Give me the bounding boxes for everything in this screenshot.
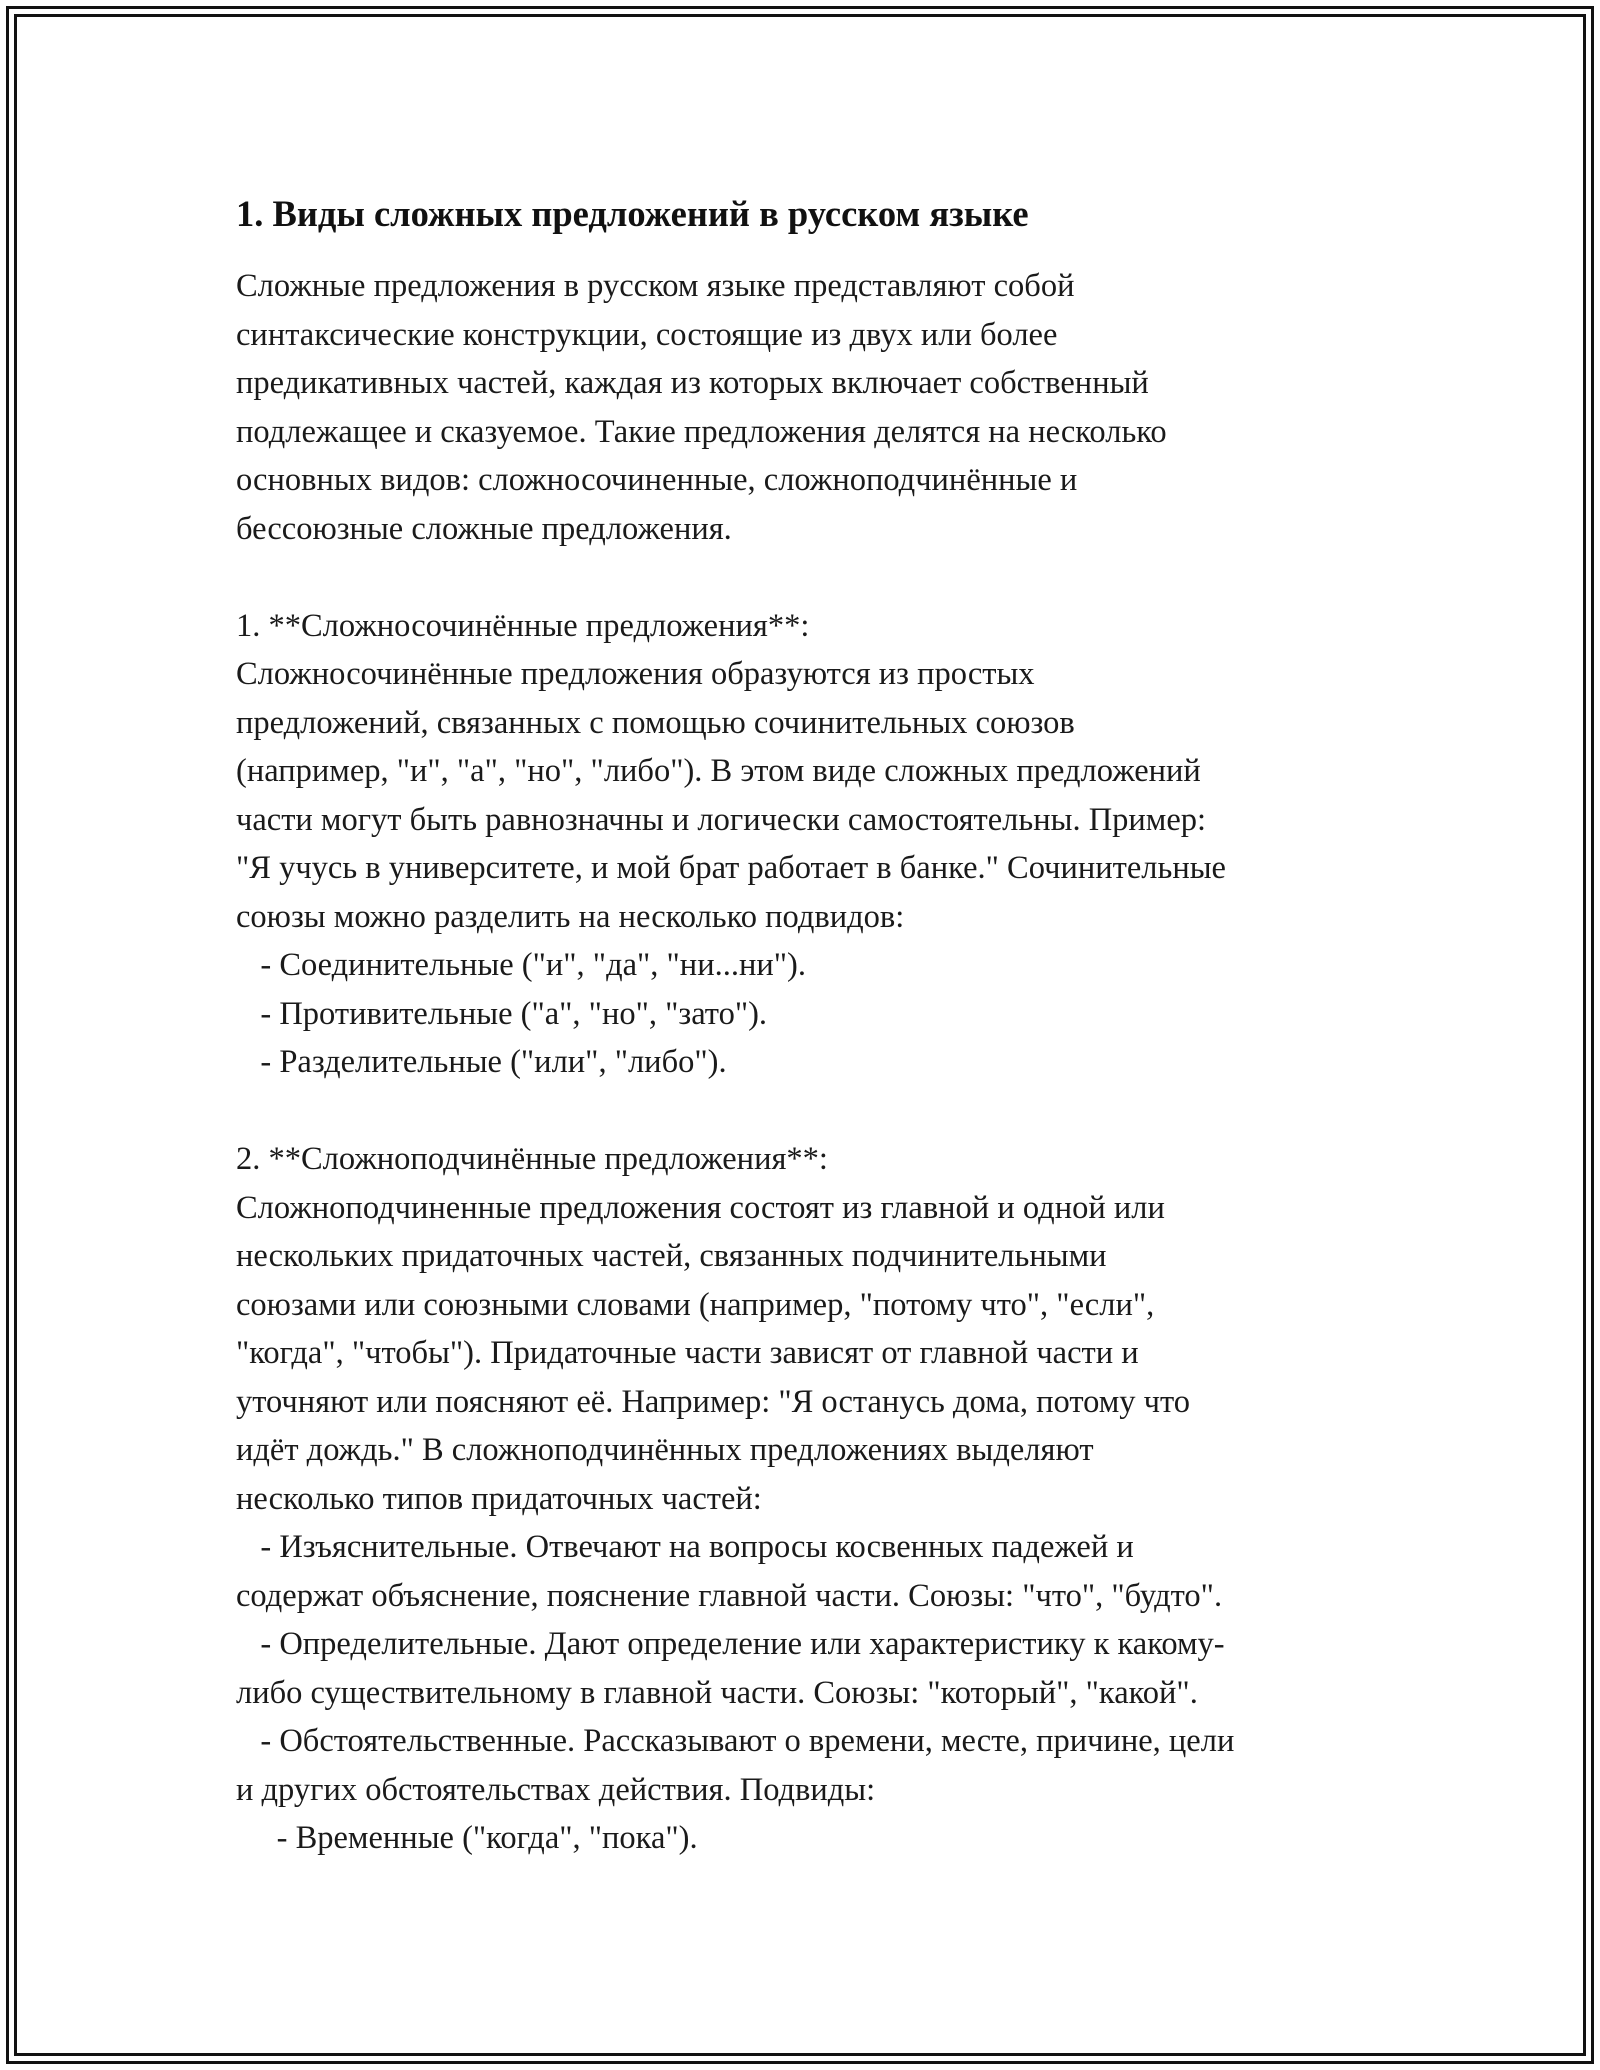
text-line: (например, "и", "а", "но", "либо"). В этом виде сложных предложений <box>236 753 1201 789</box>
text-line: - Изъяснительные. Отвечают на вопросы косвенных падежей и <box>236 1529 1134 1565</box>
text-line: бессоюзные сложные предложения. <box>236 510 732 547</box>
text-line: уточняют или поясняют её. Например: "Я останусь дома, потому что <box>236 1383 1191 1420</box>
text-line: 1. **Сложносочинённые предложения**: <box>236 607 810 644</box>
text-line: предложений, связанных с помощью сочинительных союзов <box>236 704 1075 741</box>
text-line: и других обстоятельствах действия. Подвиды: <box>236 1771 876 1808</box>
text-line: содержат объяснение, пояснение главной части. Союзы: "что", "будто". <box>236 1577 1223 1614</box>
text-line: "Я учусь в университете, и мой брат работает в банке." Сочинительные <box>236 850 1226 886</box>
text-line: - Соединительные ("и", "да", "ни...ни"). <box>236 947 806 983</box>
text-line: Сложноподчиненные предложения состоят из главной и одной или <box>236 1189 1165 1226</box>
text-line: - Противительные ("а", "но", "зато"). <box>236 995 768 1032</box>
paragraph-lines <box>236 262 1396 1863</box>
section-heading: 1. Виды сложных предложений в русском языке <box>236 193 1029 234</box>
text-line: - Разделительные ("или", "либо"). <box>236 1044 727 1080</box>
text-line: идёт дождь." В сложноподчинённых предложениях выделяют <box>236 1432 1094 1468</box>
document-body <box>236 190 1396 1863</box>
text-line: синтаксические конструкции, состоящие из двух или более <box>236 316 1058 353</box>
blank-line <box>236 553 1396 602</box>
text-line: союзами или союзными словами (например, "потому что", "если", <box>236 1286 1155 1323</box>
text-line: 2. **Сложноподчинённые предложения**: <box>236 1141 828 1177</box>
text-line: основных видов: сложносочиненные, сложноподчинённые и <box>236 462 1078 498</box>
text-line: части могут быть равнозначны и логически самостоятельны. Пример: <box>236 801 1207 838</box>
text-line: "когда", "чтобы"). Придаточные части зависят от главной части и <box>236 1335 1139 1371</box>
text-line: подлежащее и сказуемое. Такие предложения делятся на несколько <box>236 413 1167 450</box>
text-line: несколько типов придаточных частей: <box>236 1480 762 1517</box>
text-line: - Определительные. Дают определение или характеристику к какому- <box>236 1626 1225 1662</box>
text-line: - Обстоятельственные. Рассказывают о времени, месте, причине, цели <box>236 1723 1235 1759</box>
text-line: либо существительному в главной части. Союзы: "который", "какой". <box>236 1674 1198 1711</box>
text-line: союзы можно разделить на несколько подвидов: <box>236 898 905 935</box>
blank-line <box>236 1087 1396 1136</box>
text-line: Сложносочинённые предложения образуются из простых <box>236 656 1035 692</box>
text-line: - Временные ("когда", "пока"). <box>236 1820 698 1856</box>
text-line: предикативных частей, каждая из которых включает собственный <box>236 365 1149 401</box>
text-line: нескольких придаточных частей, связанных подчинительными <box>236 1238 1107 1274</box>
text-line: Сложные предложения в русском языке представляют собой <box>236 268 1075 304</box>
